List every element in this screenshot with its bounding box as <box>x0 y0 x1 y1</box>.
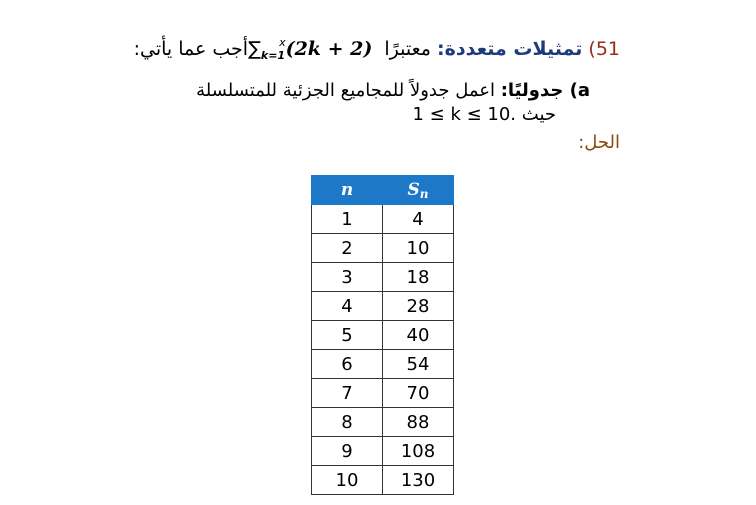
table-row <box>312 350 454 379</box>
sum-expression: (2k + 2) <box>285 38 373 60</box>
cell-sn: 54 <box>383 350 454 379</box>
part-a-condition <box>412 104 556 125</box>
cell-n: 6 <box>312 350 383 379</box>
problem-instruction: أجب عما يأتي: <box>133 38 249 60</box>
sum-formula <box>248 38 378 60</box>
table-row <box>312 263 454 292</box>
header-n: n <box>312 176 383 205</box>
cell-n: 4 <box>312 292 383 321</box>
table-row <box>312 234 454 263</box>
table-row <box>312 321 454 350</box>
cell-sn: 18 <box>383 263 454 292</box>
cell-sn: 70 <box>383 379 454 408</box>
table-row <box>312 437 454 466</box>
table-row <box>312 379 454 408</box>
table-header-row <box>312 176 454 205</box>
table-row <box>312 408 454 437</box>
cell-n: 2 <box>312 234 383 263</box>
table-row <box>312 205 454 234</box>
solution-label: الحل: <box>578 132 620 153</box>
cell-sn: 10 <box>383 234 454 263</box>
cell-sn: 108 <box>383 437 454 466</box>
condition-prefix: حيث <box>521 104 556 125</box>
problem-title: تمثيلات متعددة: <box>437 38 583 60</box>
table-row <box>312 466 454 495</box>
cell-n: 5 <box>312 321 383 350</box>
condition-inequality: 1 ≤ k ≤ 10. <box>412 104 517 125</box>
cell-n: 1 <box>312 205 383 234</box>
part-a-text: اعمل جدولاً للمجاميع الجزئية للمتسلسلة <box>196 80 495 101</box>
cell-n: 7 <box>312 379 383 408</box>
part-a-label: a) جدوليًا: <box>500 80 590 101</box>
table-row <box>312 292 454 321</box>
cell-n: 10 <box>312 466 383 495</box>
cell-sn: 130 <box>383 466 454 495</box>
cell-n: 8 <box>312 408 383 437</box>
cell-sn: 88 <box>383 408 454 437</box>
cell-n: 3 <box>312 263 383 292</box>
cell-sn: 4 <box>383 205 454 234</box>
cell-sn: 28 <box>383 292 454 321</box>
problem-intro: معتبرًا <box>384 38 431 60</box>
part-a-statement <box>196 80 590 101</box>
sum-lower-bound: k=1 <box>260 49 286 62</box>
problem-statement <box>134 36 620 62</box>
sum-symbol: ∑ <box>248 38 261 60</box>
partial-sums-table <box>311 175 454 495</box>
problem-number: 51) <box>588 38 620 60</box>
header-sn: Sn <box>383 176 454 205</box>
cell-n: 9 <box>312 437 383 466</box>
sum-upper-bound: x <box>279 36 286 49</box>
cell-sn: 40 <box>383 321 454 350</box>
